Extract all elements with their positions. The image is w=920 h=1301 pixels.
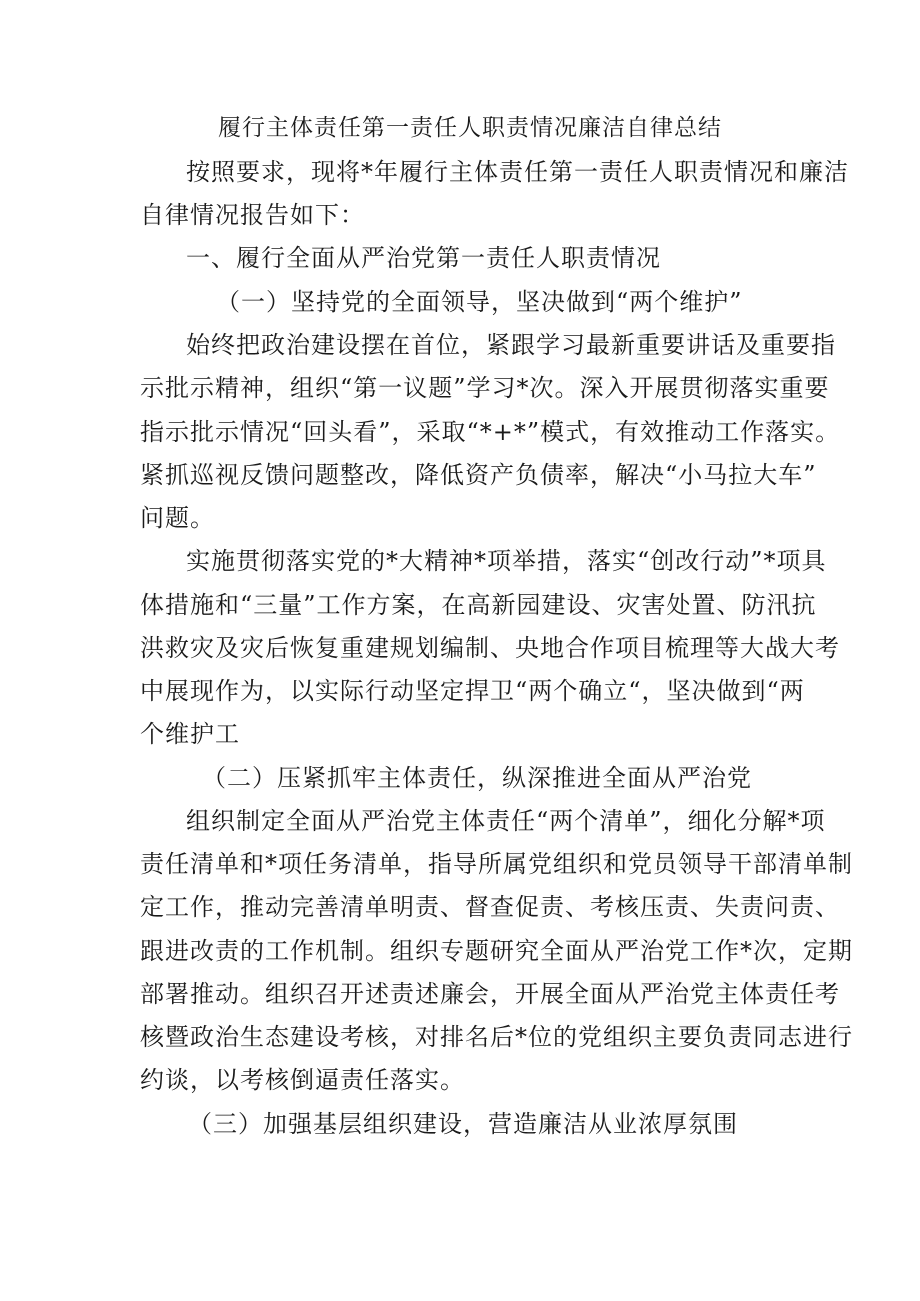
section-1-heading: 一、履行全面从严治党第一责任人职责情况 (186, 244, 661, 272)
sub2-para1-line-3: 定工作，推动完善清单明责、督查促责、考核压责、失责问责、 (140, 893, 840, 921)
sub1-para2-line-5: 个维护工 (140, 720, 240, 748)
subsection-3-heading: （三）加强基层组织建设，营造廉洁从业浓厚氛围 (188, 1110, 738, 1138)
subsection-2-heading: （二）压紧抓牢主体责任，纵深推进全面从严治党 (202, 764, 752, 792)
document-title: 履行主体责任第一责任人职责情况廉洁自律总结 (218, 115, 722, 141)
sub1-para1-line-5: 问题。 (140, 504, 215, 532)
sub2-para1-line-1: 组织制定全面从严治党主体责任“两个清单”，细化分解*项 (186, 807, 826, 835)
intro-line-1: 按照要求，现将*年履行主体责任第一责任人职责情况和廉洁 (186, 158, 849, 186)
sub2-para1-line-2: 责任清单和*项任务清单，指导所属党组织和党员领导干部清单制 (140, 850, 853, 878)
sub2-para1-line-4: 跟进改责的工作机制。组织专题研究全面从严治党工作*次，定期 (140, 937, 853, 965)
sub1-para1-line-1: 始终把政治建设摆在首位，紧跟学习最新重要讲话及重要指 (186, 331, 836, 359)
sub2-para1-line-7: 约谈，以考核倒逼责任落实。 (140, 1066, 465, 1094)
sub1-para1-line-3: 指示批示情况“回头看”，采取“*+*”模式，有效推动工作落实。 (140, 418, 841, 446)
sub1-para2-line-1: 实施贯彻落实党的*大精神*项举措，落实“创改行动”*项具 (186, 547, 827, 575)
sub1-para2-line-2: 体措施和“三量”工作方案，在高新园建设、灾害处置、防汛抗 (140, 591, 817, 619)
sub2-para1-line-6: 核暨政治生态建设考核，对排名后*位的党组织主要负责同志进行 (140, 1023, 853, 1051)
intro-line-2: 自律情况报告如下： (140, 201, 365, 229)
subsection-1-heading: （一）坚持党的全面领导，坚决做到“两个维护” (216, 288, 743, 316)
sub1-para1-line-2: 示批示精神，组织“第一议题”学习*次。深入开展贯彻落实重要 (140, 374, 830, 402)
sub1-para2-line-3: 洪救灾及灾后恢复重建规划编制、央地合作项目梳理等大战大考 (140, 634, 840, 662)
sub1-para2-line-4: 中展现作为，以实际行动坚定捍卫“两个确立“，坚决做到“两 (140, 677, 805, 705)
sub2-para1-line-5: 部署推动。组织召开述责述廉会，开展全面从严治党主体责任考 (140, 980, 840, 1008)
sub1-para1-line-4: 紧抓巡视反馈问题整改，降低资产负债率，解决“小马拉大车” (140, 461, 817, 489)
